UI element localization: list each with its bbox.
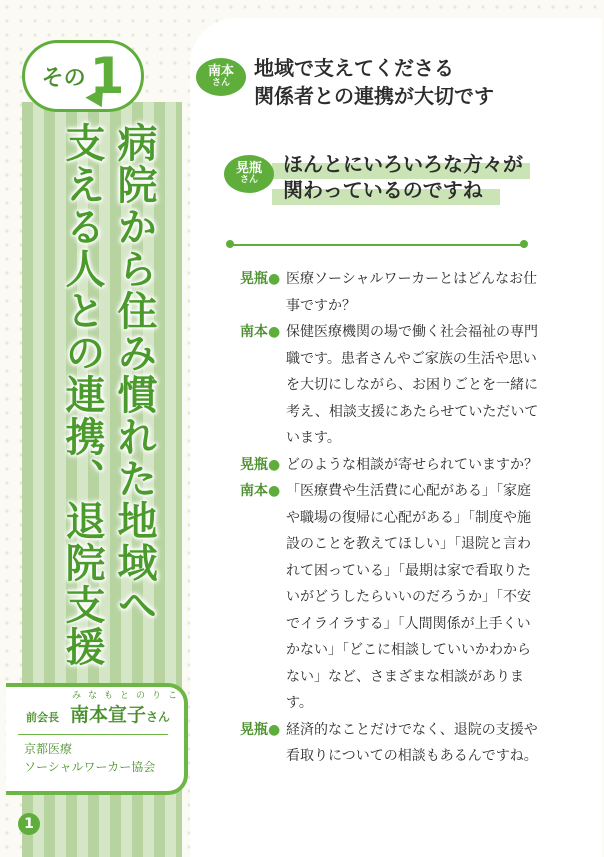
headline-2-line-1: ほんとにいろいろな方々が xyxy=(283,152,523,176)
episode-number: 1 xyxy=(89,47,125,105)
speaker-label xyxy=(240,266,286,319)
dialogue-row xyxy=(240,478,540,717)
speaker-bubble-suffix: さん xyxy=(211,78,230,89)
speaker-bubble-name: 南本 xyxy=(207,64,234,80)
title-stripe-footer xyxy=(22,812,182,857)
dialogue-text: 医療ソーシャルワーカーとはどんなお仕事ですか？ xyxy=(286,271,538,314)
dialogue xyxy=(240,266,540,770)
headline-2-line-2: 関わっているのですね xyxy=(283,178,483,202)
speaker-label xyxy=(240,717,286,770)
dialogue-text: 経済的なことだけでなく、退院の支援や看取りについての相談もあるんですね。 xyxy=(286,721,538,764)
bullet-icon: ● xyxy=(268,456,281,473)
dialogue-row xyxy=(240,452,540,479)
speaker-label xyxy=(240,452,286,479)
title-line-1: 病院から住み慣れた地域へ xyxy=(111,122,157,626)
author-divider xyxy=(18,734,168,735)
speaker-name: 晃瓶 xyxy=(240,456,268,473)
section-divider-dot xyxy=(520,240,528,248)
author-role: 前会長 xyxy=(26,711,59,724)
speaker-name: 晃瓶 xyxy=(240,271,268,287)
episode-label: その xyxy=(41,65,86,91)
bullet-icon: ● xyxy=(268,271,281,287)
author-org-line-1: 京都医療 xyxy=(24,742,73,756)
page-number: 1 xyxy=(18,813,40,835)
headline-1-line-2: 関係者との連携が大切です xyxy=(254,84,494,108)
dialogue-text: どのような相談が寄せられていますか？ xyxy=(286,456,538,473)
section-divider-dot xyxy=(226,240,234,248)
episode-badge xyxy=(22,40,144,112)
speaker-bubble-minamoto xyxy=(196,58,246,96)
author-honorific: さん xyxy=(146,710,171,724)
bullet-icon: ● xyxy=(268,324,281,340)
author-name-ruby: みなもとのりこ xyxy=(72,691,185,701)
bullet-icon: ● xyxy=(268,721,281,738)
title-line-2: 支える人との連携、退院支援 xyxy=(59,122,105,668)
author-org-line-2: ソーシャルワーカー協会 xyxy=(24,760,156,774)
dialogue-row xyxy=(240,266,540,319)
speaker-label xyxy=(240,478,286,717)
speaker-bubble-name: 晃瓶 xyxy=(235,161,262,177)
author-name xyxy=(70,700,170,727)
speaker-name: 晃瓶 xyxy=(240,721,268,738)
speaker-bubble-kohei xyxy=(224,155,274,193)
dialogue-text: 保健医療機関の場で働く社会福祉の専門職です。患者さんやご家族の生活や思いを大切にしながら、お困りごとを一緒に考え、相談支援にあたらせていただいています。 xyxy=(286,324,539,446)
dialogue-text: 「医療費や生活費に心配がある」「家庭や職場の復帰に心配がある」「制度や施設のことを教えてほしい」「退院と言われて困っている」「最期は家で看取りたいがどうしたらいいのだろうか」「不安でイライラする」「人間関係が上手くいかない」「どこに相談していいかわからない」など、さまざまな相談があります。 xyxy=(286,483,531,711)
speaker-name: 南本 xyxy=(240,324,268,340)
speaker-bubble-suffix: さん xyxy=(239,175,258,186)
author-name-text: 南本宣子 xyxy=(70,704,147,726)
dialogue-row xyxy=(240,717,540,770)
headline-1-line-1: 地域で支えてくださる xyxy=(254,56,454,80)
speaker-label xyxy=(240,319,286,452)
bullet-icon: ● xyxy=(268,483,281,499)
speaker-name: 南本 xyxy=(240,483,268,499)
section-divider xyxy=(230,244,524,246)
dialogue-row xyxy=(240,319,540,452)
